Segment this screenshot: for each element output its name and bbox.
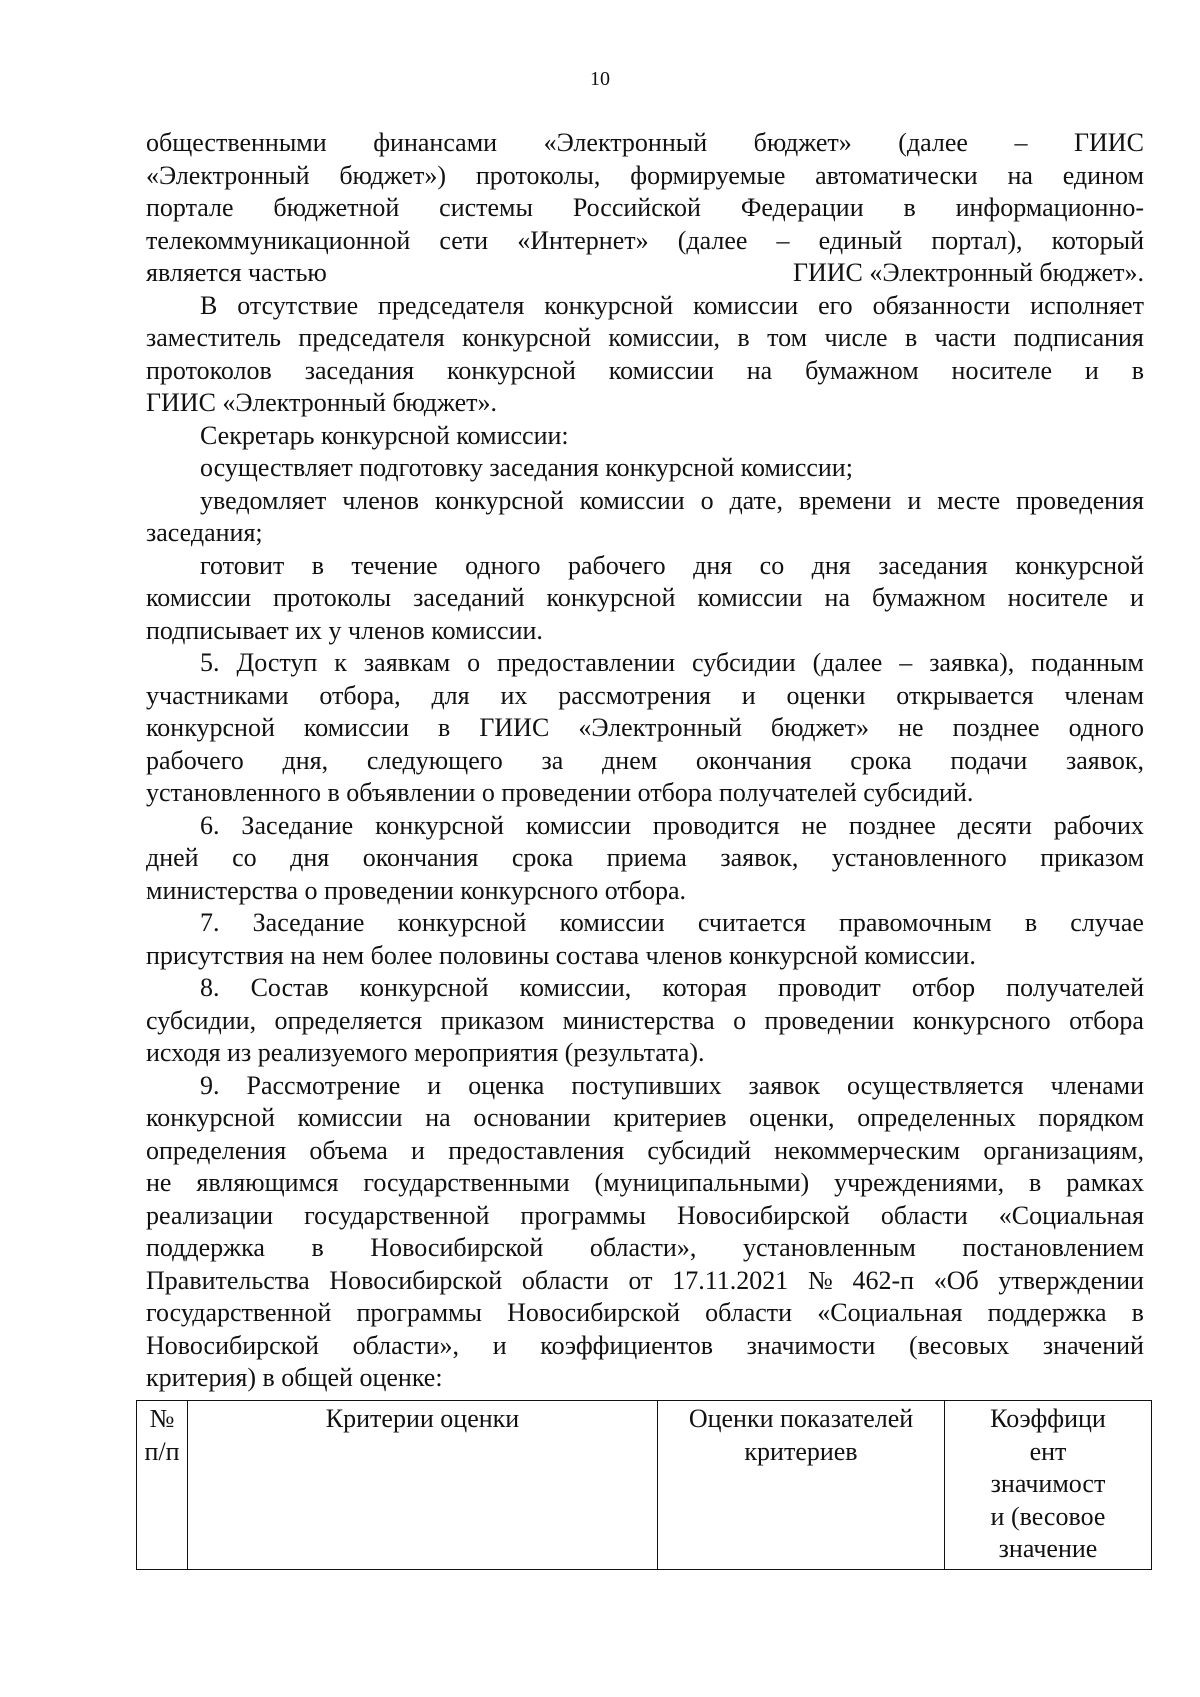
body-text bbox=[146, 127, 1144, 1395]
text-line: осуществляет подготовку заседания конкурсной комиссии; bbox=[200, 453, 853, 482]
text-line: конкурсной комиссии в ГИИС «Электронный бюджет» не позднее одного bbox=[146, 713, 1144, 742]
text-line: 8. Состав конкурсной комиссии, которая проводит отбор получателей bbox=[200, 973, 1144, 1002]
header-cell-indicator-scores: Оценки показателей критериев bbox=[658, 1401, 945, 1570]
text-line: общественными финансами «Электронный бюджет» (далее – ГИИС bbox=[146, 128, 1144, 157]
criteria-table bbox=[136, 1400, 1152, 1570]
page-number: 10 bbox=[590, 68, 610, 90]
text-line: критерия) в общей оценке: bbox=[146, 1363, 443, 1392]
text-line: определения объема и предоставления субсидий некоммерческим организациям, bbox=[146, 1135, 1144, 1165]
text-line: Новосибирской области», и коэффициентов значимости (весовых значений bbox=[146, 1330, 1144, 1360]
text-line: 9. Рассмотрение и оценка поступивших заявок осуществляется членами bbox=[200, 1070, 1144, 1100]
text-line: участниками отбора, для их рассмотрения и оценки открывается членам bbox=[146, 680, 1144, 710]
text-line: готовит в течение одного рабочего дня со дня заседания конкурсной bbox=[200, 550, 1144, 580]
header-cell-criteria: Критерии оценки bbox=[188, 1401, 658, 1570]
text-line: В отсутствие председателя конкурсной комиссии его обязанности исполняет bbox=[200, 290, 1144, 320]
text-line: является частью ГИИС «Электронный бюджет». bbox=[146, 258, 1144, 287]
text-line: установленного в объявлении о проведении отбора получателей субсидий. bbox=[146, 778, 974, 807]
text-line: комиссии протоколы заседаний конкурсной комиссии на бумажном носителе и bbox=[146, 583, 1144, 612]
text-line: 5. Доступ к заявкам о предоставлении субсидии (далее – заявка), поданным bbox=[200, 648, 1144, 677]
text-line: 7. Заседание конкурсной комиссии считается правомочным в случае bbox=[200, 908, 1144, 937]
text-line: заместитель председателя конкурсной комиссии, в том числе в части подписания bbox=[146, 323, 1144, 352]
text-line: протоколов заседания конкурсной комиссии на бумажном носителе и в bbox=[146, 355, 1144, 385]
header-cell-weight-coefficient: Коэффици ент значимост и (весовое значение bbox=[945, 1401, 1152, 1570]
text-line: рабочего дня, следующего за днем окончания срока подачи заявок, bbox=[146, 745, 1144, 775]
text-line: исходя из реализуемого мероприятия (результата). bbox=[146, 1038, 705, 1067]
text-line: субсидии, определяется приказом министерства о проведении конкурсного отбора bbox=[146, 1005, 1144, 1035]
text-line: Правительства Новосибирской области от 17.11.2021 № 462-п «Об утверждении bbox=[146, 1265, 1144, 1295]
text-line: реализации государственной программы Новосибирской области «Социальная bbox=[146, 1200, 1144, 1230]
text-line: поддержка в Новосибирской области», установленным постановлением bbox=[146, 1233, 1144, 1262]
text-line: заседания; bbox=[146, 518, 263, 547]
text-line: присутствия на нем более половины состава членов конкурсной комиссии. bbox=[146, 940, 976, 970]
text-line: министерства о проведении конкурсного отбора. bbox=[146, 875, 687, 905]
text-line: телекоммуникационной сети «Интернет» (далее – единый портал), который bbox=[146, 225, 1144, 255]
table-header-row bbox=[137, 1401, 1152, 1570]
text-line: не являющимся государственными (муниципальными) учреждениями, в рамках bbox=[146, 1168, 1144, 1197]
text-line: конкурсной комиссии на основании критериев оценки, определенных порядком bbox=[146, 1103, 1144, 1132]
header-cell-number: № п/п bbox=[137, 1401, 188, 1570]
text-line: дней со дня окончания срока приема заявок, установленного приказом bbox=[146, 843, 1144, 872]
text-line: 6. Заседание конкурсной комиссии проводится не позднее десяти рабочих bbox=[200, 810, 1144, 840]
text-line: Секретарь конкурсной комиссии: bbox=[200, 420, 569, 450]
text-line: государственной программы Новосибирской области «Социальная поддержка в bbox=[146, 1298, 1144, 1327]
text-line: «Электронный бюджет») протоколы, формируемые автоматически на едином bbox=[146, 160, 1144, 190]
text-line: подписывает их у членов комиссии. bbox=[146, 615, 543, 645]
text-line: уведомляет членов конкурсной комиссии о дате, времени и месте проведения bbox=[200, 485, 1144, 515]
text-line: портале бюджетной системы Российской Федерации в информационно- bbox=[146, 193, 1144, 222]
text-line: ГИИС «Электронный бюджет». bbox=[146, 388, 498, 417]
